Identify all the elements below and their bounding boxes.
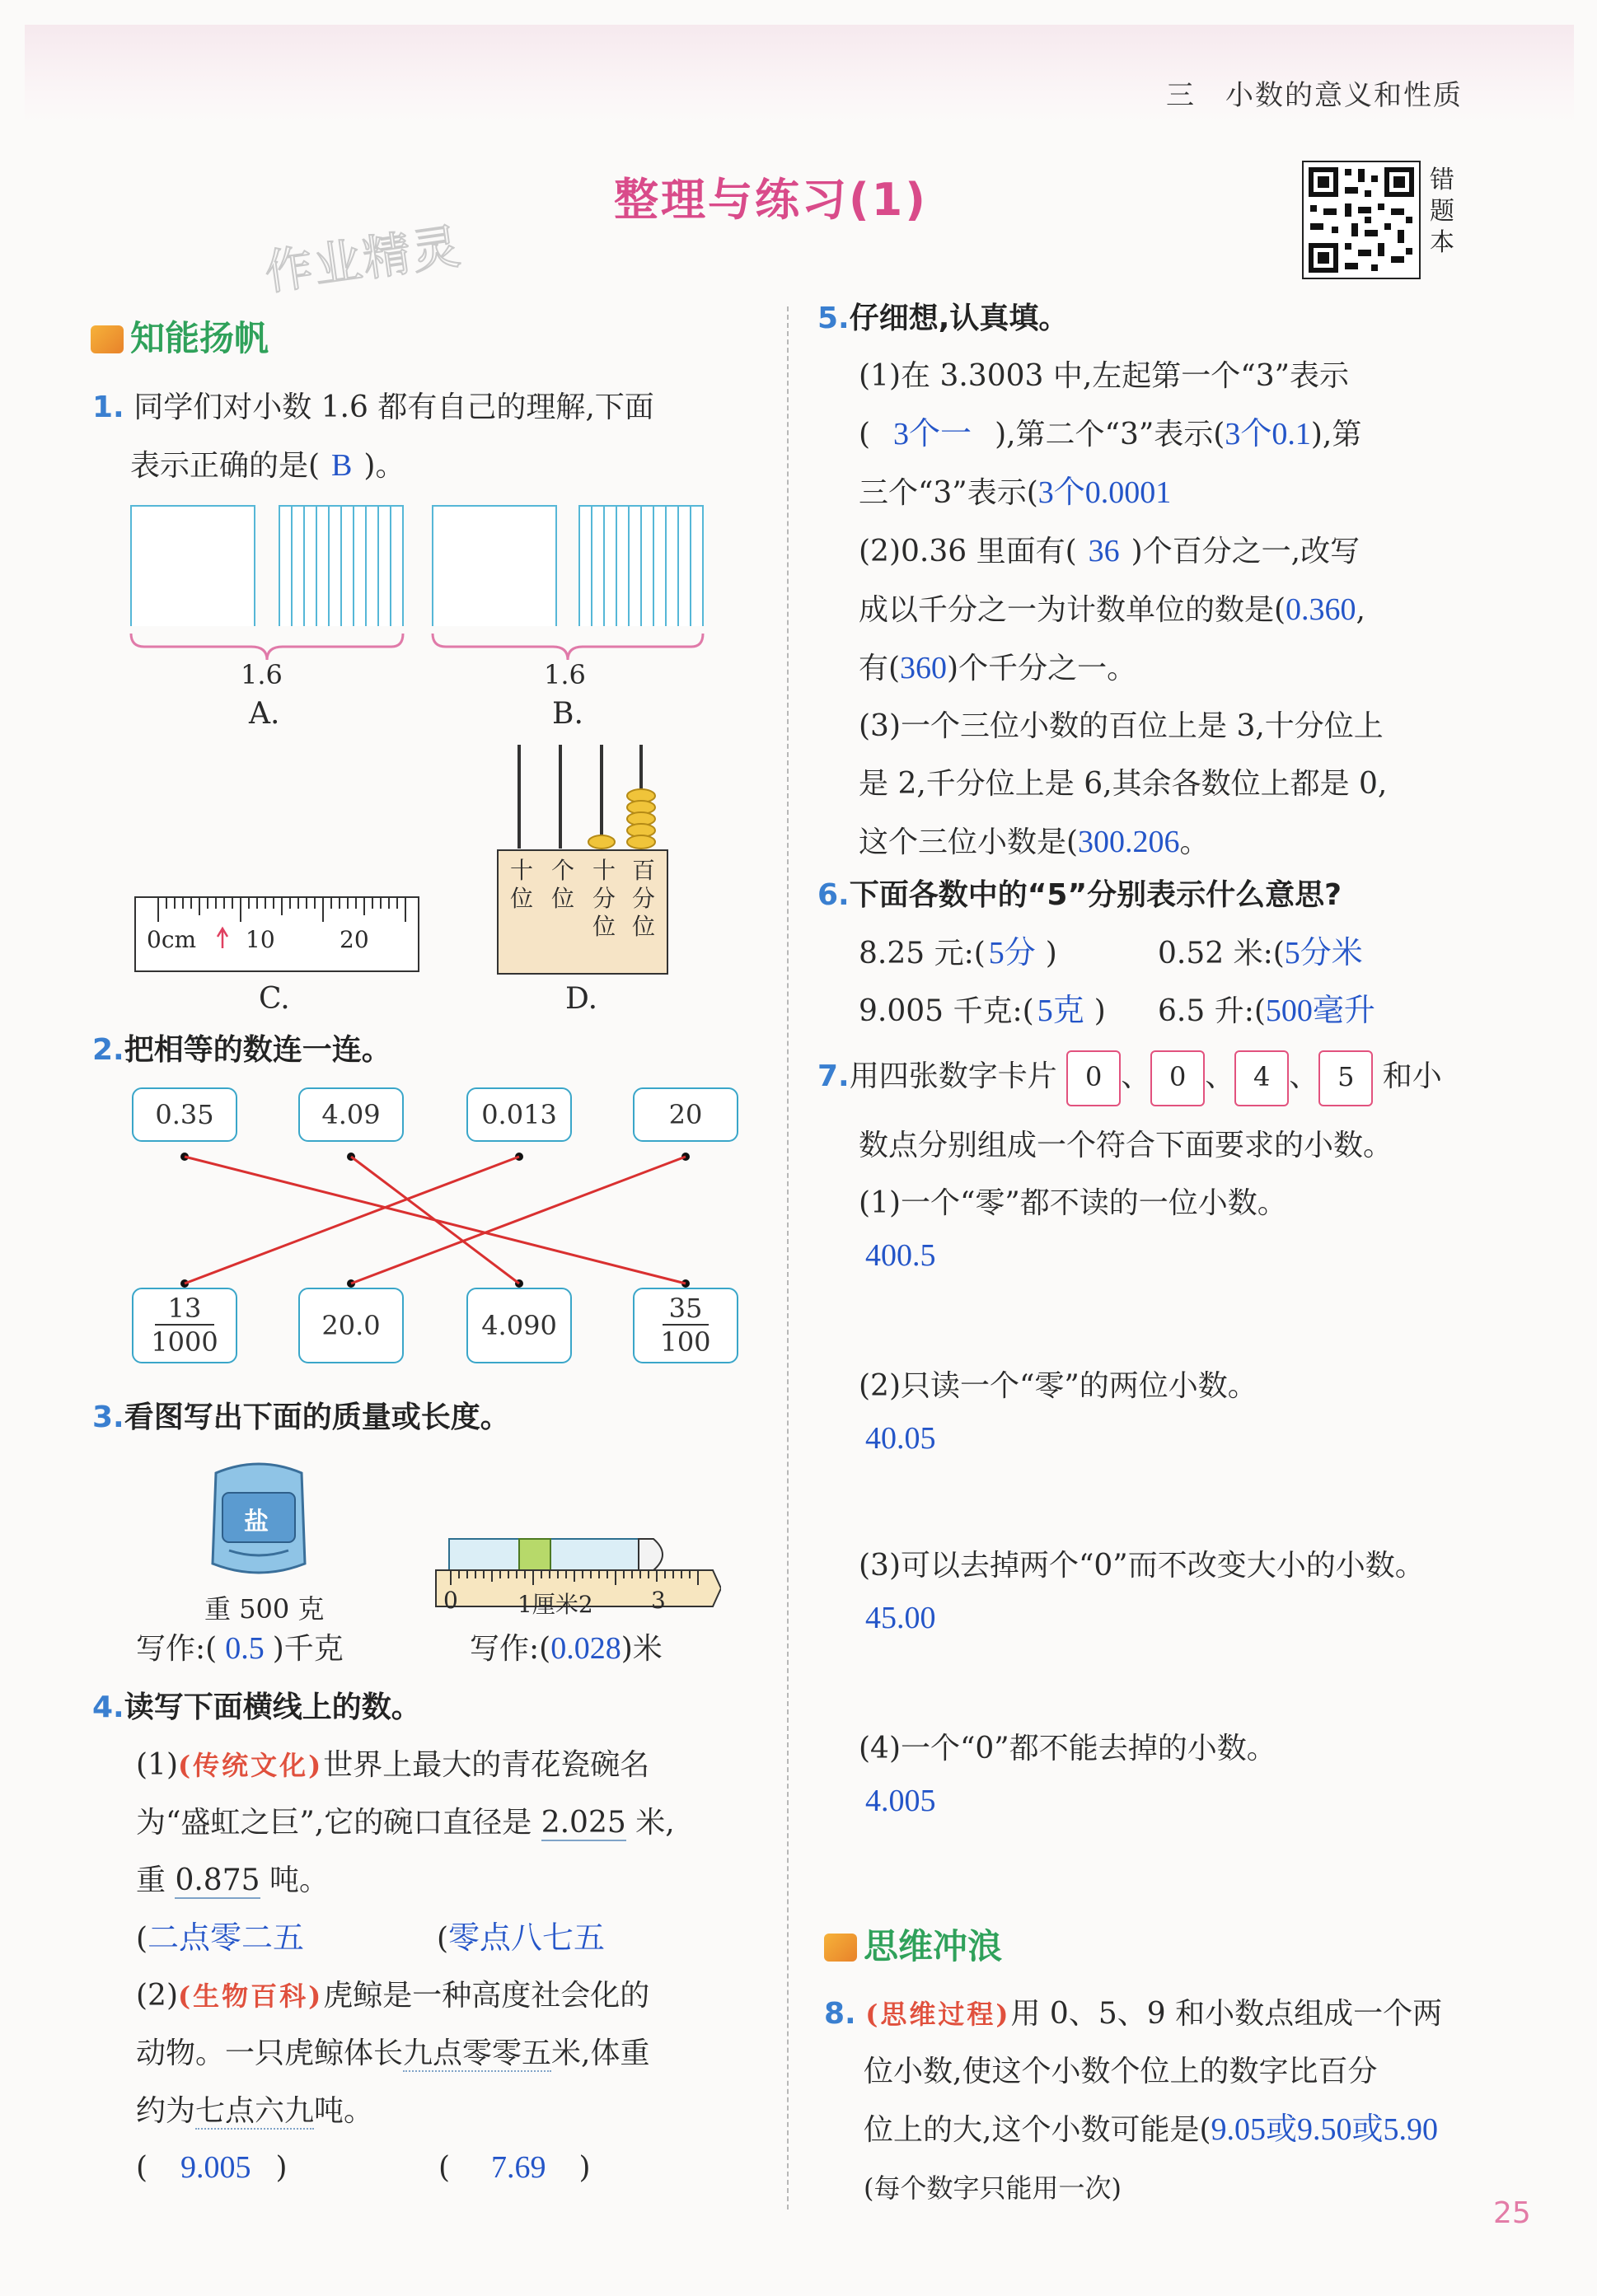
match-top-0[interactable]: 0.35 bbox=[132, 1087, 237, 1142]
abacus-label-char: 个 bbox=[550, 857, 574, 884]
question-text: 看图写出下面的质量或长度。 bbox=[124, 1401, 510, 1434]
qr-caption-char: 本 bbox=[1430, 228, 1454, 257]
q7-part-4: (4)一个“0”都不能去掉的小数。 bbox=[859, 1732, 1276, 1765]
q6-item-3 bbox=[859, 982, 1106, 1040]
match-top-1[interactable]: 4.09 bbox=[298, 1087, 404, 1142]
question-text: )个百分之一,改写 bbox=[1131, 535, 1360, 568]
underlined-number: 0.875 bbox=[175, 1863, 260, 1897]
q3-answer-2-line bbox=[470, 1620, 663, 1678]
tag-biology: (生物百科) bbox=[178, 1980, 324, 2012]
answer-4b[interactable]: 零点八七五 bbox=[448, 1921, 606, 1956]
answer-3a[interactable]: 0.5 bbox=[225, 1631, 265, 1666]
question-text: 虎鲸是一种高度社会化的 bbox=[323, 1979, 650, 2013]
tag-thinking-process: (思维过程) bbox=[865, 1999, 1011, 2030]
question-number: 8. bbox=[824, 1997, 856, 2031]
sail-icon bbox=[91, 325, 124, 353]
question-text: 米,体重 bbox=[551, 2036, 650, 2070]
q7-part-2: (2)只读一个“零”的两位小数。 bbox=[859, 1369, 1257, 1403]
question-text: 同学们对小数 1.6 都有自己的理解,下面 bbox=[133, 390, 654, 424]
match-top-2[interactable]: 0.013 bbox=[466, 1087, 572, 1142]
salt-label: 盐 bbox=[244, 1508, 269, 1536]
answer-7d[interactable]: 4.005 bbox=[865, 1784, 936, 1818]
ruler-label-0: 0 bbox=[443, 1587, 458, 1614]
question-number: 6. bbox=[817, 878, 850, 912]
fraction-numerator: 13 bbox=[155, 1293, 214, 1326]
question-text: )。 bbox=[363, 449, 405, 483]
answer-6a[interactable]: 5分 bbox=[988, 936, 1036, 970]
label-b-value: 1.6 bbox=[544, 659, 586, 690]
abacus-label-char: 十 bbox=[509, 857, 533, 884]
column-divider bbox=[787, 306, 789, 2209]
question-text: 用 0、5、9 和小数点组成一个两 bbox=[1010, 1997, 1443, 2031]
q6-item-4 bbox=[1158, 982, 1375, 1040]
digit-card-4[interactable]: 4 bbox=[1234, 1050, 1289, 1106]
chapter-title: 三 小数的意义和性质 bbox=[1166, 79, 1463, 112]
question-number: 3. bbox=[92, 1401, 124, 1434]
match-lines bbox=[124, 1137, 750, 1302]
question-text: 为“盛虹之巨”,它的碗口直径是 bbox=[136, 1806, 541, 1840]
qr-caption-char: 错 bbox=[1430, 166, 1454, 194]
question-text: 动物。一只虎鲸体长 bbox=[136, 2036, 404, 2070]
question-text: )米 bbox=[621, 1632, 663, 1666]
q6-item-2 bbox=[1158, 924, 1363, 983]
abacus-label-char: 位 bbox=[592, 913, 616, 940]
question-text: 8.25 元:( bbox=[859, 937, 986, 970]
question-text: 仔细想,认真填。 bbox=[849, 302, 1069, 335]
q3-answer-1-line bbox=[136, 1620, 344, 1678]
ruler-tick-20: 20 bbox=[340, 926, 369, 953]
paren: ) bbox=[1045, 937, 1057, 970]
bag-weight: 重 500 克 bbox=[204, 1593, 325, 1625]
match-bottom-3[interactable] bbox=[633, 1288, 738, 1363]
answer-5g[interactable]: 300.206 bbox=[1078, 825, 1180, 859]
q7-part-3: (3)可以去掉两个“0”而不改变大小的小数。 bbox=[859, 1549, 1425, 1583]
question-number: 4. bbox=[92, 1690, 124, 1724]
fraction-denominator: 100 bbox=[660, 1326, 711, 1358]
question-number: 5. bbox=[817, 302, 850, 335]
abacus-label-char: 分 bbox=[631, 885, 655, 912]
question-text: 6.5 升:( bbox=[1158, 994, 1266, 1028]
answer-7a[interactable]: 400.5 bbox=[865, 1238, 936, 1273]
underlined-words: 九点零零五 bbox=[403, 2036, 552, 2070]
q4-write-1 bbox=[136, 2139, 288, 2197]
page-title: 整理与练习(1) bbox=[614, 174, 928, 226]
paren: ) bbox=[1094, 994, 1106, 1028]
label-a-value: 1.6 bbox=[241, 659, 283, 690]
question-number: 2. bbox=[92, 1033, 124, 1067]
answer-6d[interactable]: 500毫升 bbox=[1265, 994, 1375, 1028]
q6-item-1 bbox=[859, 924, 1057, 983]
question-text: 米, bbox=[625, 1806, 675, 1840]
question-text: 是 2,千分位上是 6,其余各数位上都是 0, bbox=[859, 767, 1388, 801]
question-text: (1)在 3.3003 中,左起第一个“3”表示 bbox=[859, 359, 1350, 393]
answer-5a[interactable]: 3个一 bbox=[893, 417, 972, 451]
paren: ) bbox=[275, 2151, 288, 2185]
answer-5f[interactable]: 360 bbox=[900, 651, 948, 685]
question-number: 1. bbox=[92, 390, 124, 424]
question-text: 下面各数中的“5”分别表示什么意思? bbox=[849, 878, 1342, 912]
answer-5d[interactable]: 36 bbox=[1088, 534, 1120, 568]
fraction-denominator: 1000 bbox=[151, 1326, 218, 1358]
question-text: (2)0.36 里面有( bbox=[859, 535, 1077, 568]
match-bottom-0[interactable] bbox=[132, 1288, 237, 1363]
q4-write-2 bbox=[438, 2139, 591, 2197]
question-4 bbox=[92, 1679, 421, 1737]
answer-1[interactable]: B bbox=[331, 448, 353, 483]
abacus-label-char: 位 bbox=[509, 885, 533, 912]
ruler-label-3: 3 bbox=[651, 1587, 666, 1614]
figure-1-grids bbox=[128, 494, 721, 626]
question-text: )千克 bbox=[272, 1632, 344, 1666]
q4-part-2 bbox=[136, 1967, 762, 2140]
question-text: 这个三位小数是( bbox=[859, 825, 1079, 859]
option-c-label: C. bbox=[259, 982, 290, 1016]
paren: ( bbox=[136, 2151, 148, 2185]
option-d-label: D. bbox=[565, 982, 598, 1016]
paren: ( bbox=[136, 1922, 148, 1956]
q5-body bbox=[859, 348, 1576, 872]
qr-code[interactable] bbox=[1302, 161, 1421, 279]
question-text: ( bbox=[859, 418, 871, 451]
question-text: 读写下面横线上的数。 bbox=[124, 1690, 421, 1724]
section-heading-text: 知能扬帆 bbox=[130, 318, 269, 358]
question-text: 位小数,使这个小数个位上的数字比百分 bbox=[864, 2055, 1378, 2088]
answer-5e[interactable]: 0.360 bbox=[1286, 592, 1356, 627]
question-text: 用四张数字卡片 bbox=[849, 1059, 1057, 1093]
separator: 、 bbox=[1289, 1059, 1319, 1093]
answer-4a[interactable]: 二点零二五 bbox=[148, 1921, 305, 1956]
qr-caption bbox=[1430, 165, 1458, 259]
fraction-numerator: 35 bbox=[663, 1293, 709, 1326]
question-text: ),第二个“3”表示( bbox=[995, 418, 1225, 451]
question-text: 有( bbox=[859, 652, 901, 685]
digit-card-0b[interactable]: 0 bbox=[1150, 1050, 1205, 1106]
ruler-label-1: 1厘米2 bbox=[518, 1591, 593, 1618]
abacus-label-char: 十 bbox=[592, 857, 616, 884]
q7-line-2: 数点分别组成一个符合下面要求的小数。 bbox=[859, 1129, 1393, 1162]
separator: 、 bbox=[1121, 1059, 1151, 1093]
watermark: 作业精灵 bbox=[261, 217, 466, 302]
section-heading-1 bbox=[91, 311, 269, 361]
match-top-3[interactable]: 20 bbox=[633, 1087, 738, 1142]
answer-6b[interactable]: 5分米 bbox=[1284, 936, 1363, 970]
question-text: ),第 bbox=[1310, 418, 1362, 451]
wave-icon bbox=[824, 1934, 857, 1962]
ruler-tick-10: 10 bbox=[246, 926, 275, 953]
q4-read-1 bbox=[136, 1910, 304, 1968]
abacus-label-char: 百 bbox=[631, 857, 655, 884]
qr-caption-char: 题 bbox=[1430, 197, 1454, 226]
part-label: (1) bbox=[136, 1748, 178, 1782]
question-text: 三个“3”表示( bbox=[859, 476, 1038, 510]
answer-4d[interactable]: 7.69 bbox=[491, 2150, 546, 2185]
ruler-unit: 0cm bbox=[147, 926, 197, 953]
option-a-label: A. bbox=[249, 697, 280, 731]
separator: 、 bbox=[1205, 1059, 1235, 1093]
question-text: 表示正确的是( bbox=[130, 449, 321, 483]
question-text: (3)一个三位小数的百位上是 3,十分位上 bbox=[859, 709, 1384, 743]
answer-4c[interactable]: 9.005 bbox=[180, 2150, 251, 2185]
part-label: (2) bbox=[136, 1979, 178, 2013]
question-text: 和小 bbox=[1382, 1059, 1442, 1093]
question-note: (每个数字只能用一次) bbox=[864, 2172, 1122, 2204]
question-text: 。 bbox=[1179, 825, 1210, 859]
question-text: 把相等的数连一连。 bbox=[124, 1033, 391, 1067]
answer-5b[interactable]: 3个0.1 bbox=[1225, 417, 1311, 451]
question-text: 重 bbox=[136, 1863, 176, 1897]
q4-part-1 bbox=[136, 1737, 762, 1910]
paren: ) bbox=[578, 2151, 591, 2185]
answer-6c[interactable]: 5克 bbox=[1037, 994, 1084, 1028]
question-text: 写作:( bbox=[470, 1632, 551, 1666]
figure-1-braces bbox=[128, 630, 721, 663]
match-bottom-2[interactable]: 4.090 bbox=[466, 1288, 572, 1363]
tag-traditional-culture: (传统文化) bbox=[178, 1750, 324, 1781]
q7-part-1: (1)一个“零”都不读的一位小数。 bbox=[859, 1186, 1287, 1220]
paren: ( bbox=[438, 2151, 451, 2185]
question-number: 7. bbox=[817, 1059, 850, 1093]
answer-7c[interactable]: 45.00 bbox=[865, 1601, 936, 1635]
abacus-label-char: 位 bbox=[550, 885, 574, 912]
underlined-number: 2.025 bbox=[541, 1806, 626, 1840]
option-b-label: B. bbox=[552, 697, 583, 731]
question-7 bbox=[817, 1048, 1442, 1106]
question-text: 约为 bbox=[136, 2094, 196, 2128]
paren: ( bbox=[437, 1922, 449, 1956]
q4-read-2 bbox=[437, 1910, 605, 1968]
question-text: 成以千分之一为计数单位的数是( bbox=[859, 593, 1286, 627]
answer-7b[interactable]: 40.05 bbox=[865, 1421, 936, 1456]
question-text: 写作:( bbox=[136, 1632, 218, 1666]
question-text: 位上的大,这个小数可能是( bbox=[864, 2113, 1211, 2147]
question-text: 0.52 米:( bbox=[1158, 937, 1285, 970]
question-text: 世界上最大的青花瓷碗名 bbox=[323, 1748, 650, 1782]
digit-card-0[interactable]: 0 bbox=[1066, 1050, 1121, 1106]
question-3 bbox=[92, 1389, 510, 1447]
question-8 bbox=[824, 1985, 1574, 2217]
digit-card-5[interactable]: 5 bbox=[1318, 1050, 1373, 1106]
question-text: 吨。 bbox=[314, 2094, 374, 2128]
abacus-label-char: 位 bbox=[631, 913, 655, 940]
question-text: 吨。 bbox=[260, 1863, 329, 1897]
question-5 bbox=[817, 290, 1068, 348]
question-1 bbox=[92, 379, 654, 495]
answer-8[interactable]: 9.05或9.50或5.90 bbox=[1211, 2112, 1439, 2147]
answer-5c[interactable]: 3个0.0001 bbox=[1037, 475, 1172, 510]
question-6 bbox=[817, 867, 1342, 924]
question-2 bbox=[92, 1022, 391, 1079]
question-text: , bbox=[1356, 593, 1365, 627]
page-number: 25 bbox=[1493, 2196, 1531, 2230]
underlined-words: 七点六九 bbox=[195, 2094, 315, 2128]
answer-3b[interactable]: 0.028 bbox=[550, 1631, 621, 1666]
section-heading-text: 思维冲浪 bbox=[864, 1926, 1003, 1966]
match-bottom-1[interactable]: 20.0 bbox=[298, 1288, 404, 1363]
abacus-label-char: 分 bbox=[592, 885, 616, 912]
question-text: 9.005 千克:( bbox=[859, 994, 1034, 1028]
section-heading-2 bbox=[824, 1920, 1002, 1969]
question-text: )个千分之一。 bbox=[947, 652, 1137, 685]
